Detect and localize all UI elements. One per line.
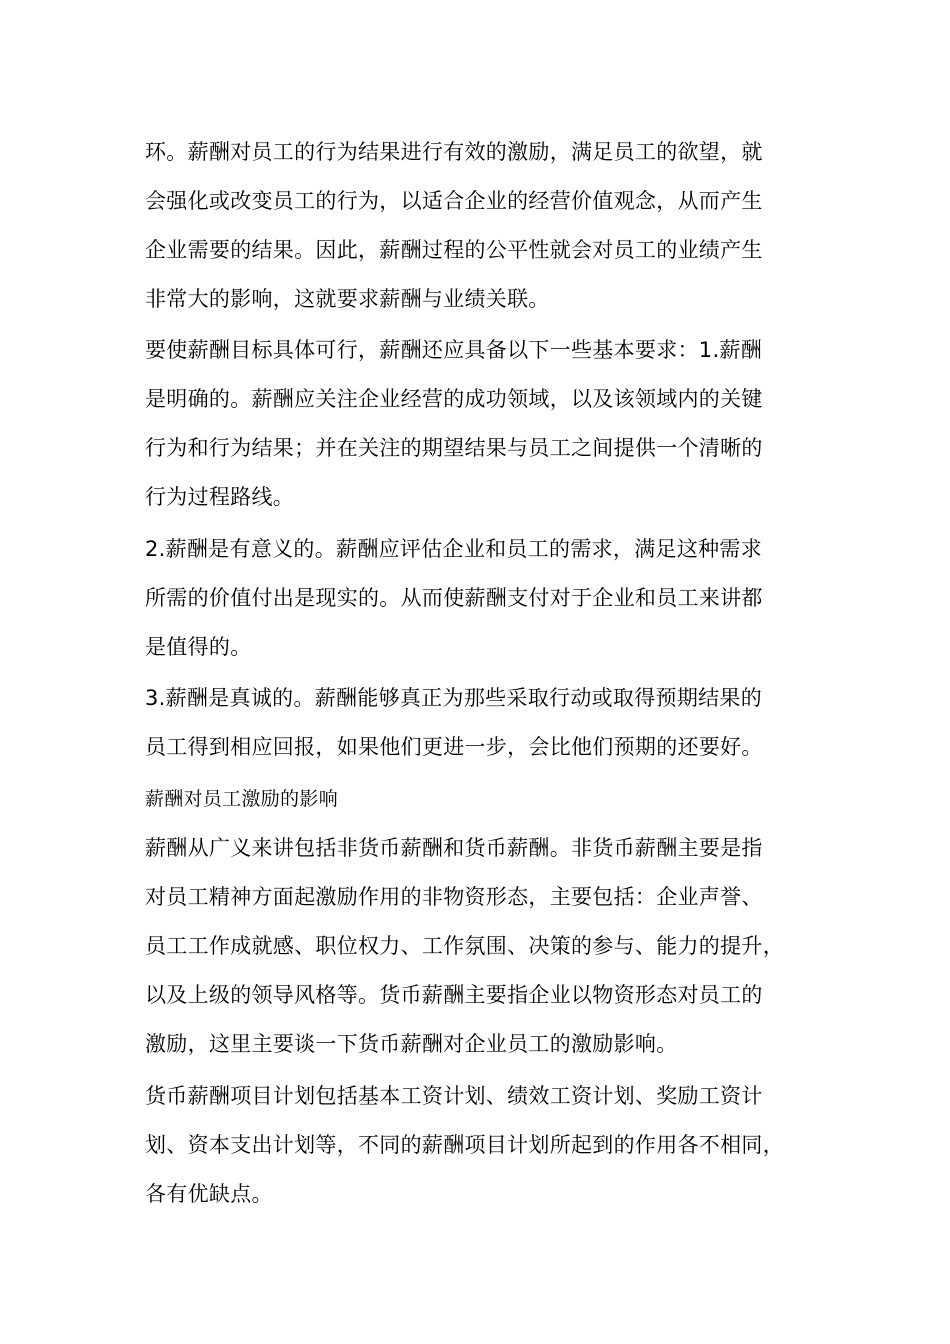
- text-line: 行为和行为结果；并在关注的期望结果与员工之间提供一个清晰的: [145, 436, 763, 460]
- text-line: 划、资本支出计划等，不同的薪酬项目计划所起到的作用各不相同，: [145, 1133, 784, 1157]
- text-line: 对员工精神方面起激励作用的非物资形态，主要包括：企业声誉、: [145, 885, 763, 909]
- text-line: 行为过程路线。: [145, 485, 295, 509]
- text-line: 所需的价值付出是现实的。从而使薪酬支付对于企业和员工来讲都: [145, 586, 763, 610]
- text-line: 非常大的影响，这就要求薪酬与业绩关联。: [145, 287, 550, 311]
- text-line: 薪酬从广义来讲包括非货币薪酬和货币薪酬。非货币薪酬主要是指: [145, 836, 763, 860]
- text-line: 以及上级的领导风格等。货币薪酬主要指企业以物资形态对员工的: [145, 983, 763, 1007]
- section-heading: 薪酬对员工激励的影响: [145, 788, 339, 810]
- text-line: 各有优缺点。: [145, 1182, 273, 1206]
- text-line: 货币薪酬项目计划包括基本工资计划、绩效工资计划、奖励工资计: [145, 1084, 763, 1108]
- text-line: 环。薪酬对员工的行为结果进行有效的激励，满足员工的欲望，就: [145, 140, 763, 164]
- text-line: 是明确的。薪酬应关注企业经营的成功领域，以及该领域内的关键: [145, 387, 763, 411]
- text-line: 3.薪酬是真诚的。薪酬能够真正为那些采取行动或取得预期结果的: [145, 686, 763, 710]
- text-line: 员工工作成就感、职位权力、工作氛围、决策的参与、能力的提升，: [145, 934, 784, 958]
- text-line: 激励，这里主要谈一下货币薪酬对企业员工的激励影响。: [145, 1032, 678, 1056]
- text-line: 员工得到相应回报，如果他们更进一步，会比他们预期的还要好。: [145, 735, 763, 759]
- text-line: 是值得的。: [145, 635, 252, 659]
- text-line: 企业需要的结果。因此，薪酬过程的公平性就会对员工的业绩产生: [145, 238, 763, 262]
- text-line: 会强化或改变员工的行为，以适合企业的经营价值观念，从而产生: [145, 189, 763, 213]
- text-line: 要使薪酬目标具体可行，薪酬还应具备以下一些基本要求：1.薪酬: [145, 338, 763, 362]
- text-line: 2.薪酬是有意义的。薪酬应评估企业和员工的需求，满足这种需求: [145, 537, 763, 561]
